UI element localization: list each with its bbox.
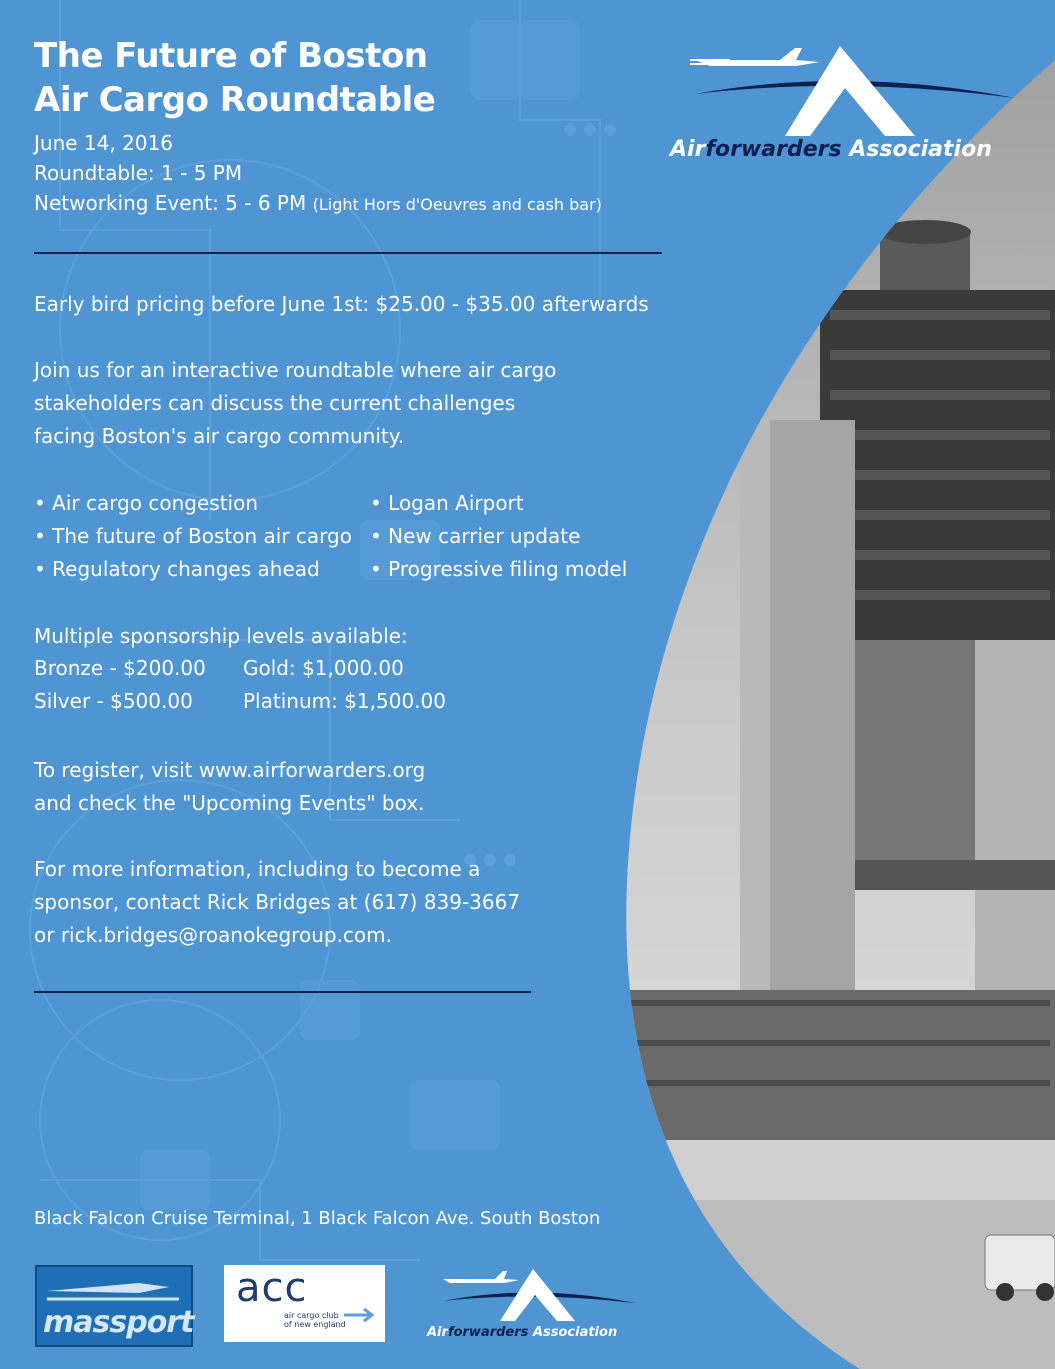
acc-subtitle-line-2: of new england bbox=[284, 1320, 346, 1329]
intro-line-2: stakeholders can discuss the current challenges bbox=[34, 391, 516, 415]
airplane-logo-icon-small bbox=[425, 1265, 655, 1325]
sponsorship-heading: Multiple sponsorship levels available: bbox=[34, 624, 408, 648]
acc-subtitle bbox=[284, 1311, 346, 1329]
list-item: • New carrier update bbox=[370, 524, 581, 548]
arrow-right-icon bbox=[342, 1305, 382, 1325]
list-item: • Progressive filing model bbox=[370, 557, 628, 581]
contact-line-2: sponsor, contact Rick Bridges at (617) 839-3667 bbox=[34, 890, 521, 914]
logo-word-association: Association bbox=[849, 137, 992, 162]
title-line-2: Air Cargo Roundtable bbox=[34, 80, 436, 120]
roundtable-time: Roundtable: 1 - 5 PM bbox=[34, 161, 243, 185]
acc-wordmark: acc bbox=[236, 1265, 308, 1311]
airforwarders-logo bbox=[670, 36, 1040, 176]
register-line-2: and check the "Upcoming Events" box. bbox=[34, 791, 425, 815]
list-item: • Logan Airport bbox=[370, 491, 524, 515]
airforwarders-wordmark-small bbox=[427, 1325, 617, 1340]
airforwarders-logo-small bbox=[425, 1265, 655, 1345]
contact-paragraph bbox=[34, 853, 520, 952]
list-item: • Regulatory changes ahead bbox=[34, 557, 320, 581]
divider-top bbox=[34, 252, 662, 254]
acc-logo bbox=[224, 1265, 385, 1342]
topics-left-list bbox=[34, 487, 352, 586]
airforwarders-wordmark bbox=[670, 137, 992, 162]
event-date: June 14, 2016 bbox=[34, 131, 173, 155]
venue-address: Black Falcon Cruise Terminal, 1 Black Falcon Ave. South Boston bbox=[34, 1208, 601, 1229]
contact-line-3: or rick.bridges@roanokegroup.com. bbox=[34, 923, 392, 947]
intro-line-1: Join us for an interactive roundtable where air cargo bbox=[34, 358, 557, 382]
logo-word-association: Association bbox=[532, 1325, 618, 1340]
divider-bottom bbox=[34, 991, 531, 993]
sponsorship-gold: Gold: $1,000.00 bbox=[243, 656, 404, 680]
list-item: • Air cargo congestion bbox=[34, 491, 259, 515]
sponsorship-platinum: Platinum: $1,500.00 bbox=[243, 689, 446, 713]
intro-line-3: facing Boston's air cargo community. bbox=[34, 424, 405, 448]
networking-note: (Light Hors d'Oeuvres and cash bar) bbox=[312, 195, 602, 214]
massport-logo bbox=[35, 1265, 193, 1347]
logo-word-forwarders: forwarders bbox=[447, 1325, 529, 1340]
logo-word-air: Air bbox=[670, 137, 706, 162]
logo-word-air: Air bbox=[427, 1325, 448, 1340]
page-title bbox=[34, 34, 435, 122]
list-item: • The future of Boston air cargo bbox=[34, 524, 352, 548]
massport-wordmark: massport bbox=[43, 1305, 194, 1340]
intro-paragraph bbox=[34, 354, 556, 453]
networking-label: Networking Event: 5 - 6 PM bbox=[34, 191, 307, 215]
sponsorship-silver: Silver - $500.00 bbox=[34, 689, 193, 713]
title-line-1: The Future of Boston bbox=[34, 36, 428, 76]
register-paragraph bbox=[34, 754, 425, 820]
networking-time bbox=[34, 188, 602, 220]
sponsorship-bronze: Bronze - $200.00 bbox=[34, 656, 206, 680]
event-schedule bbox=[34, 128, 602, 220]
logo-word-forwarders: forwarders bbox=[705, 137, 842, 162]
pricing-text: Early bird pricing before June 1st: $25.00 - $35.00 afterwards bbox=[34, 292, 649, 316]
contact-line-1: For more information, including to become a bbox=[34, 857, 481, 881]
acc-subtitle-line-1: air cargo club bbox=[284, 1311, 339, 1320]
register-line-1: To register, visit www.airforwarders.org bbox=[34, 758, 426, 782]
topics-right-list bbox=[370, 487, 627, 586]
